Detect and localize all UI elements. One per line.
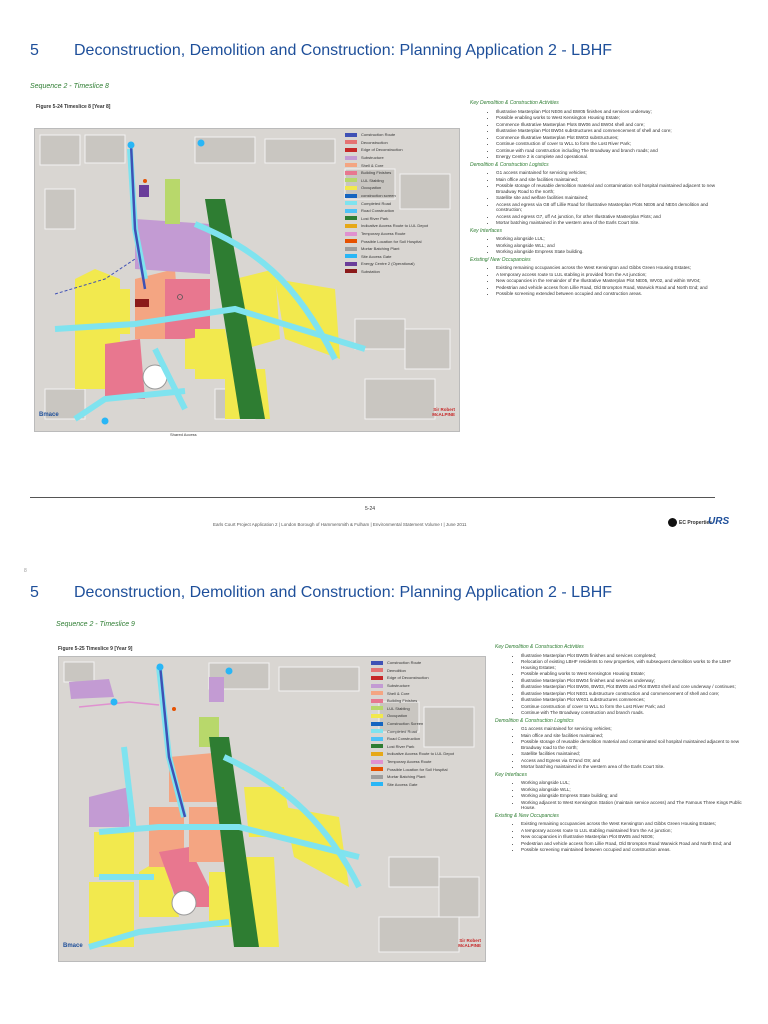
legend-swatch: [345, 133, 357, 137]
section-heading: Key Demolition & Construction Activities: [495, 644, 584, 650]
bullet-item: • Satellite facilities maintained;: [521, 751, 743, 757]
bullet-item: • A temporary access route to LUL stabling maintained from the A4 junction;: [521, 828, 743, 834]
bullet-item: • New occupancies in Illustrative Masterplan Plot BW05 and NE06;: [521, 834, 743, 840]
mcalpine-logo-2: Sir Robert McALPINE: [458, 938, 481, 948]
legend-swatch: [345, 140, 357, 144]
legend-label: Building Finishes: [387, 698, 418, 704]
bullet-item: • Commence Illustrative Masterplan Plots BW06 and BW04 shell and core;: [496, 122, 720, 128]
bullet-item: • Existing remaining occupancies across the West Kensington and Gibbs Green Housing Estates;: [496, 265, 720, 271]
bullet-item: • Possible storage of reusable demolition material and contamination soil hospital maintained adjacent to new Broadway Road to the north;: [496, 183, 720, 194]
bullet-item: • Continue with The Broadway construction and branch roads.: [521, 710, 743, 716]
bullet-item: • Illustrative Masterplan Plot BW04 finishes and services underway;: [521, 678, 743, 684]
mcalpine-logo: Sir Robert McALPINE: [432, 407, 455, 417]
bullet-list: [495, 726, 743, 770]
bullet-item: • Working alongside Empress State building.: [496, 249, 720, 255]
map-legend-1: [345, 131, 455, 275]
legend-label: Completed Road: [361, 200, 392, 206]
bullet-item: • Continue construction of cover to WLL to form the Lost River Park;: [496, 141, 720, 147]
figure-caption-2: Figure 5-25 Timeslice 9 [Year 9]: [58, 646, 133, 652]
legend-swatch: [345, 269, 357, 273]
page-timeslice-9: [0, 560, 768, 1024]
legend-label: Construction Route: [361, 132, 396, 138]
bullet-item: • Possible storage of reusable demolition material and contaminated soil hospital maintained adjacent to new Broadway road to the north;: [521, 739, 743, 750]
legend-label: Substation: [361, 268, 380, 274]
bullet-item: • Working alongside WLL; and: [496, 243, 720, 249]
legend-item: [371, 781, 481, 789]
mace-logo: Bmace: [39, 412, 59, 418]
legend-swatch: [371, 668, 383, 672]
legend-item: [345, 131, 455, 139]
chapter-number: 5: [30, 42, 39, 59]
legend-item: [371, 689, 481, 697]
bullet-item: • Working alongside LUL;: [521, 780, 743, 786]
legend-label: construction screen: [361, 193, 396, 199]
bullet-item: • Access and Egress via G7and G9; and: [521, 758, 743, 764]
sequence-label: Sequence 2 - Timeslice 8: [30, 83, 109, 90]
bullet-item: • Working alongside WLL;: [521, 787, 743, 793]
legend-item: [371, 765, 481, 773]
legend-item: [345, 230, 455, 238]
legend-swatch: [371, 782, 383, 786]
legend-label: Indicative Access Route to LUL Depot: [361, 223, 428, 229]
sequence-label-2: Sequence 2 - Timeslice 9: [56, 621, 135, 628]
legend-swatch: [371, 691, 383, 695]
section-heading: Key Interfaces: [495, 771, 527, 778]
legend-swatch: [345, 262, 357, 266]
legend-swatch: [371, 661, 383, 665]
legend-swatch: [371, 714, 383, 718]
legend-swatch: [345, 224, 357, 228]
bullet-item: • Relocation of existing LBHF residents to new properties, with subsequent demolition works to the LBHF Housing Estates;: [521, 659, 743, 670]
bullet-item: • Working alongside Empress State building; and: [521, 793, 743, 799]
bullet-item: • Working adjacent to West Kensington Station (maintain service access) and The Famous Three Kings Public House.: [521, 800, 743, 811]
legend-item: [345, 237, 455, 245]
bullet-item: • Access and egress via G8 off Lillie Road for Illustrative Masterplan Plots NE06 and NE04 demolition and construction;: [496, 202, 720, 213]
bullet-item: • Pedestrian and vehicle access from Lillie Road, Old Brompton Road, Warwick Road and North End; and: [496, 285, 720, 291]
bullet-item: • Illustrative Masterplan Plot WK01 substructures commences;: [521, 697, 743, 703]
legend-label: LUL Stabling: [361, 177, 384, 183]
legend-item: [371, 682, 481, 690]
legend-label: Site Access Gate: [361, 253, 392, 259]
bullet-list: [470, 236, 720, 255]
ec-properties-logo-text: EC Properties: [679, 519, 713, 526]
legend-label: Possible Location for Soil Hospital: [387, 766, 448, 772]
legend-label: Construction Screen: [387, 721, 424, 727]
bullet-item: • G1 access maintained for servicing vehicles;: [521, 726, 743, 732]
legend-swatch: [371, 767, 383, 771]
legend-item: [345, 260, 455, 268]
bullet-list: [470, 109, 720, 160]
legend-label: Demolition: [387, 667, 406, 673]
legend-item: [345, 192, 455, 200]
legend-item: [345, 154, 455, 162]
divider: [30, 497, 715, 498]
legend-item: [371, 750, 481, 758]
legend-label: Edge of Deconstruction: [387, 675, 429, 681]
legend-swatch: [371, 729, 383, 733]
page-marker: 8: [24, 568, 27, 574]
legend-swatch: [345, 148, 357, 152]
section-heading: Existing & New Occupancies: [495, 812, 559, 819]
legend-label: Site Access Gate: [387, 781, 418, 787]
legend-swatch: [371, 722, 383, 726]
legend-swatch: [345, 201, 357, 205]
page-title-2: Deconstruction, Demolition and Construction: Planning Application 2 - LBHF: [74, 584, 613, 601]
legend-swatch: [371, 699, 383, 703]
bullet-item: • Mortar batching maintained in the western area of the Earls Court Site.: [521, 764, 743, 770]
legend-label: Lost River Park: [361, 215, 389, 221]
legend-swatch: [371, 744, 383, 748]
bullet-list: [470, 170, 720, 226]
legend-item: [345, 161, 455, 169]
legend-swatch: [371, 760, 383, 764]
legend-item: [345, 207, 455, 215]
legend-label: Energy Centre 2 (Operational): [361, 261, 415, 267]
bullet-item: • Possible screening extended between occupied and construction areas.: [496, 291, 720, 297]
activities-text-1: [470, 98, 720, 298]
legend-label: Completed Road: [387, 728, 418, 734]
legend-item: [345, 139, 455, 147]
legend-swatch: [345, 239, 357, 243]
legend-item: [371, 705, 481, 713]
footer-text: Earls Court Project Application 2 | London Borough of Hammersmith & Fulham | Environmental Statement Volume I | June 2011: [213, 522, 467, 527]
legend-item: [371, 659, 481, 667]
bullet-item: • Illustrative Masterplan Plot BW04 substructures and commencement of shell and core;: [496, 128, 720, 134]
bullet-item: • G1 access maintained for servicing vehicles;: [496, 170, 720, 176]
legend-swatch: [345, 216, 357, 220]
legend-item: [371, 720, 481, 728]
legend-label: Deconstruction: [361, 139, 388, 145]
section-heading: Existing/ New Occupancies: [470, 256, 531, 263]
legend-swatch: [371, 775, 383, 779]
bullet-list: [495, 821, 743, 853]
legend-swatch: [371, 737, 383, 741]
legend-swatch: [371, 684, 383, 688]
legend-label: Temporary Access Route: [387, 759, 432, 765]
legend-item: [345, 222, 455, 230]
bullet-item: • Energy Centre 2 is complete and operational.: [496, 154, 720, 160]
legend-item: [371, 712, 481, 720]
bullet-item: • A temporary access route to LUL stabling is provided from the A4 junction;: [496, 272, 720, 278]
legend-item: [371, 773, 481, 781]
bullet-item: • Illustrative Masterplan Plot BW05 finishes and services completed;: [521, 653, 743, 659]
legend-swatch: [345, 163, 357, 167]
legend-item: [345, 177, 455, 185]
legend-label: Shell & Core: [387, 690, 410, 696]
mace-logo-2: Bmace: [63, 943, 83, 949]
legend-item: [371, 735, 481, 743]
legend-label: Substructure: [361, 155, 384, 161]
map-legend-2: [371, 659, 481, 788]
page-gap: [0, 540, 768, 560]
legend-label: LUL Stabling: [387, 705, 410, 711]
legend-swatch: [345, 178, 357, 182]
bullet-item: • Illustrative Masterplan Plot NE01 substructure construction and commencement of shell and core;: [521, 691, 743, 697]
section-heading: Key Interfaces: [470, 227, 502, 234]
legend-item: [371, 674, 481, 682]
legend-label: Road Construction: [361, 208, 395, 214]
legend-swatch: [345, 171, 357, 175]
legend-item: [345, 169, 455, 177]
legend-swatch: [345, 247, 357, 251]
legend-swatch: [345, 254, 357, 258]
page-number: 5-24: [365, 506, 376, 512]
legend-swatch: [371, 752, 383, 756]
bullet-item: • Continue construction of cover to WLL to form the Lost River Park; and: [521, 704, 743, 710]
figure-caption: Figure 5-24 Timeslice 8 [Year 8]: [36, 104, 111, 110]
bullet-item: • Illustrative Masterplan Plot NE06 and BW05 finishes and services underway;: [496, 109, 720, 115]
legend-item: [345, 184, 455, 192]
legend-label: Mortar Batching Plant: [361, 246, 400, 252]
bullet-item: • Satellite site and welfare facilities maintained;: [496, 195, 720, 201]
bullet-item: • Illustrative Masterplan Plot BW06, BW03, Plot BW05 and Plot BW03 shell and core underway / continues;: [521, 684, 743, 690]
bullet-item: • Commence Illustrative Masterplan Plot BW03 substructures;: [496, 135, 720, 141]
site-map: [34, 128, 460, 432]
legend-label: Road Construction: [387, 736, 421, 742]
legend-item: [371, 727, 481, 735]
bullet-item: • Existing remaining occupancies across the West Kensington and Gibbs Green Housing Estates;: [521, 821, 743, 827]
bullet-item: • Pedestrian and vehicle access from Lillie Road, Old Brompton Road Warwick Road and North End; and: [521, 841, 743, 847]
bullet-item: • Possible enabling works to West Kensington Housing Estate;: [496, 115, 720, 121]
legend-swatch: [345, 232, 357, 236]
legend-item: [371, 667, 481, 675]
page-header-2: [30, 584, 612, 602]
legend-label: Occupation: [361, 185, 382, 191]
site-map-2: [58, 656, 486, 962]
ec-properties-logo: [668, 518, 712, 527]
legend-item: [371, 697, 481, 705]
section-heading: Demolition & Construction Logistics: [495, 717, 574, 724]
section-heading: Demolition & Construction Logistics: [470, 161, 549, 168]
legend-swatch: [371, 676, 383, 680]
legend-swatch: [345, 194, 357, 198]
page-title: Deconstruction, Demolition and Construction: Planning Application 2 - LBHF: [74, 42, 613, 59]
bullet-item: • Main office and site facilities maintained;: [496, 177, 720, 183]
bullet-item: • New occupancies in the remainder of the Illustrative Masterplan Plot NE05, WV02, and within WV04;: [496, 278, 720, 284]
bullet-list: [495, 653, 743, 716]
legend-label: Shell & Core: [361, 162, 384, 168]
legend-label: Indicative Access Route to LUL Depot: [387, 751, 454, 757]
section-heading: Key Demolition & Construction Activities: [470, 100, 559, 106]
activities-text-2: [495, 642, 743, 854]
bullet-list: [495, 780, 743, 811]
bullet-item: • Continue with road construction including The Broadway and branch roads; and: [496, 148, 720, 154]
legend-label: Edge of Deconstruction: [361, 147, 403, 153]
bullet-item: • Possible screening maintained between occupied and construction areas.: [521, 847, 743, 853]
legend-swatch: [345, 186, 357, 190]
legend-item: [345, 245, 455, 253]
legend-item: [371, 743, 481, 751]
legend-item: [345, 253, 455, 261]
bullet-item: • Access and egress G7, off A4 junction, for other Illustrative Masterplan Plots; and: [496, 214, 720, 220]
legend-label: Construction Route: [387, 660, 422, 666]
chapter-number-2: 5: [30, 584, 39, 601]
legend-item: [345, 146, 455, 154]
legend-label: Possible Location for Soil Hospital: [361, 238, 422, 244]
bullet-item: • Main office and site facilities maintained;: [521, 733, 743, 739]
urs-logo: URS: [708, 516, 730, 527]
legend-label: Substructure: [387, 683, 410, 689]
legend-item: [345, 268, 455, 276]
legend-swatch: [371, 706, 383, 710]
legend-item: [371, 758, 481, 766]
legend-label: Occupation: [387, 713, 408, 719]
page-header: [30, 42, 612, 60]
legend-item: [345, 199, 455, 207]
legend-swatch: [345, 209, 357, 213]
map-note: Shared Access: [170, 432, 197, 437]
legend-label: Mortar Batching Plant: [387, 774, 426, 780]
bullet-item: • Mortar batching maintained in the western area of the Earls Court Site.: [496, 220, 720, 226]
legend-item: [345, 215, 455, 223]
bullet-list: [470, 265, 720, 297]
legend-swatch: [345, 156, 357, 160]
legend-label: Temporary Access Route: [361, 231, 406, 237]
legend-label: Building Finishes: [361, 170, 392, 176]
bullet-item: • Possible enabling works to West Kensington Housing Estate;: [521, 671, 743, 677]
bullet-item: • Working alongside LUL;: [496, 236, 720, 242]
legend-label: Lost River Park: [387, 743, 415, 749]
